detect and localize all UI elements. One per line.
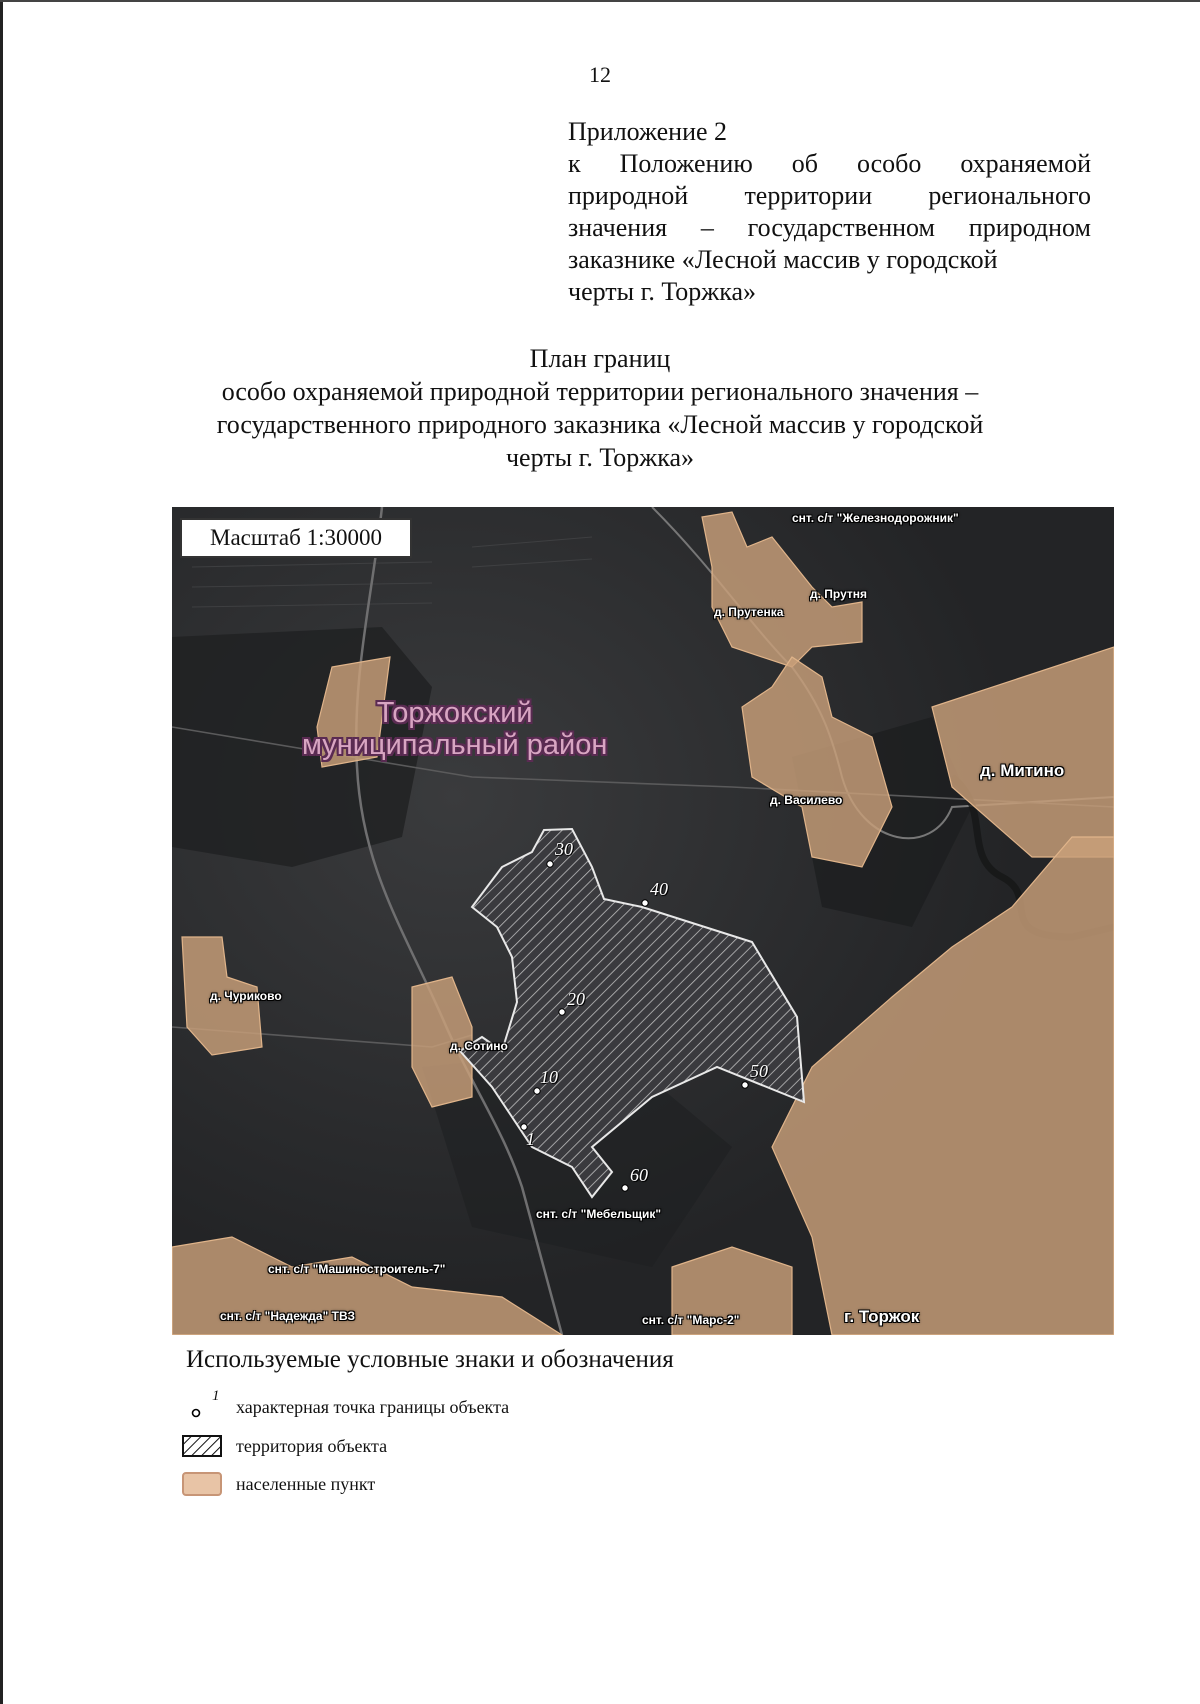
boundary-point-30 (547, 861, 553, 867)
point-label-30: 30 (555, 839, 573, 859)
boundary-map (172, 507, 1114, 1335)
label-sotino: д. Сотино (450, 1039, 508, 1053)
page-frame-left (0, 0, 3, 1704)
annex-title: Приложение 2 (568, 117, 728, 146)
plan-title-line: План границ (529, 344, 671, 373)
annex-line: природной территории регионального (568, 181, 1091, 210)
region-label (302, 697, 607, 761)
label-mitino: д. Митино (980, 761, 1065, 780)
label-churikovo: д. Чуриково (210, 989, 282, 1003)
legend-label: территория объекта (236, 1435, 388, 1456)
point-label-20: 20 (567, 989, 585, 1009)
point-label-40: 40 (650, 879, 668, 899)
label-mars: снт. с/т "Марс-2" (642, 1313, 740, 1327)
point-label-50: 50 (750, 1061, 768, 1081)
annex-line: черты г. Торжка» (568, 277, 757, 306)
label-zheleznodorozhnik: снт. с/т "Железнодорожник" (792, 511, 959, 525)
legend-label: населенные пункт (236, 1473, 376, 1494)
label-vasilevo: д. Василево (770, 793, 843, 807)
page-frame-top (0, 0, 1200, 2)
region-label-line: Торжокский (376, 697, 533, 729)
label-torzhok: г. Торжок (844, 1307, 920, 1326)
annex-line: к Положению об особо охраняемой (568, 149, 1091, 178)
annex-line: значения – государственном природном (568, 213, 1091, 242)
annex-line: заказнике «Лесной массив у городской (568, 245, 998, 274)
label-prutenka: д. Прутенка (714, 605, 784, 619)
settlement-swatch-icon (182, 1469, 226, 1499)
legend-label: характерная точка границы объекта (236, 1396, 510, 1417)
plan-title-line: государственного природного заказника «Лесной массив у городской (216, 410, 984, 439)
plan-title-line: особо охраняемой природной территории регионального значения – (221, 377, 979, 406)
legend-title: Используемые условные знаки и обозначения (186, 1346, 674, 1373)
point-label-60: 60 (630, 1165, 648, 1185)
boundary-point-20 (559, 1009, 565, 1015)
legend-point-number: 1 (212, 1388, 220, 1404)
annex-header (568, 116, 1091, 308)
legend-item-settlement (182, 1469, 375, 1499)
boundary-point-50 (742, 1082, 748, 1088)
boundary-point-10 (534, 1088, 540, 1094)
boundary-point-icon (182, 1388, 226, 1422)
legend-item-territory (182, 1431, 387, 1461)
scale-box: Масштаб 1:30000 (180, 518, 412, 558)
legend-item-point (182, 1388, 510, 1422)
label-nadezhda: снт. с/т "Надежда" ТВЗ (220, 1309, 355, 1323)
label-mebelshchik: снт. с/т "Мебельщик" (536, 1207, 662, 1221)
point-label-10: 10 (540, 1067, 558, 1087)
region-label-line: муниципальный район (302, 729, 608, 761)
label-prutnya: д. Прутня (810, 587, 868, 601)
page-number: 12 (589, 62, 611, 87)
label-mashinostroitel: снт. с/т "Машиностроитель-7" (268, 1262, 446, 1276)
hatched-area-icon (182, 1431, 226, 1461)
boundary-point-40 (642, 900, 648, 906)
plan-title (140, 342, 1060, 474)
point-label-1: 1 (526, 1129, 535, 1149)
boundary-point-60 (622, 1185, 628, 1191)
plan-title-line: черты г. Торжка» (505, 443, 694, 472)
